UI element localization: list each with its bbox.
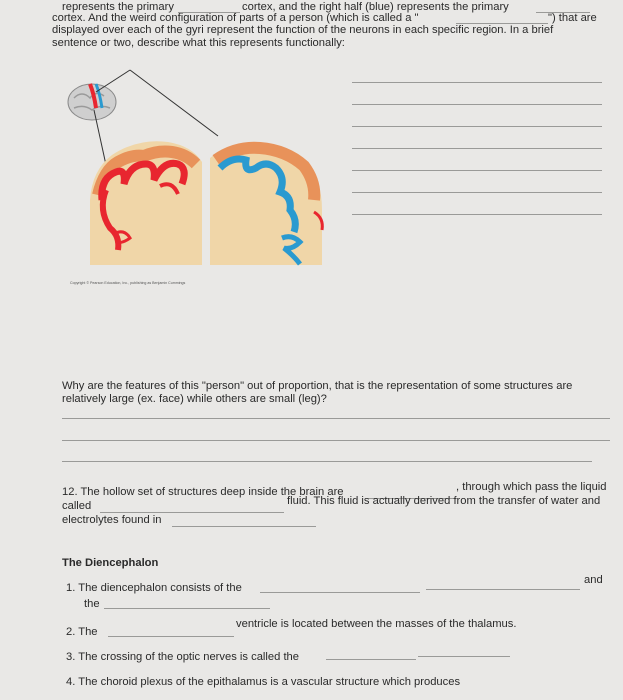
dienc-q3: 3. The crossing of the optic nerves is called the: [66, 651, 299, 663]
homunculus-figure: [60, 60, 340, 300]
q12-line2-a: called: [62, 500, 92, 512]
dienc-q2-a: 2. The: [66, 626, 98, 638]
motor-cortex-section: [90, 141, 202, 265]
proportion-question-line1: Why are the features of this "person" out of proportion, that is the representation of some structures are: [62, 380, 573, 392]
answer-line: [352, 214, 602, 215]
intro-line1-b: cortex, and the right half (blue) represents the primary: [242, 1, 509, 13]
intro-line2-b: ") that are: [548, 12, 597, 24]
blank-line: [326, 659, 416, 660]
dienc-q4: 4. The choroid plexus of the epithalamus is a vascular structure which produces: [66, 676, 461, 688]
answer-line: [62, 418, 610, 419]
answer-line: [352, 170, 602, 171]
answer-line: [352, 126, 602, 127]
answer-line: [62, 440, 610, 441]
pointer-line: [130, 70, 218, 136]
blank-line: [260, 592, 420, 593]
answer-line: [352, 192, 602, 193]
dienc-q1-a: 1. The diencephalon consists of the: [66, 582, 242, 594]
dienc-q1-and: and: [584, 574, 603, 586]
blank-line: [100, 512, 284, 513]
figure-copyright: Copyright © Pearson Education, Inc., publishing as Benjamin Cummings: [70, 281, 186, 285]
section-heading: The Diencephalon: [62, 557, 159, 569]
blank-line: [108, 636, 234, 637]
answer-line: [62, 461, 592, 462]
dienc-q2-b: ventricle is located between the masses of the thalamus.: [236, 618, 517, 630]
intro-line2-a: cortex. And the weird configuration of parts of a person (which is called a ": [52, 12, 419, 24]
sensory-cortex-section: [210, 142, 322, 265]
blank-line: [172, 526, 316, 527]
intro-line3: displayed over each of the gyri represent the function of the neurons in each specific region. In a brief: [52, 24, 554, 36]
q12-line3: electrolytes found in: [62, 514, 162, 526]
answer-line: [352, 148, 602, 149]
dienc-q1-the: the: [84, 598, 100, 610]
q12-line1-a: 12. The hollow set of structures deep inside the brain are: [62, 486, 344, 498]
proportion-question-line2: relatively large (ex. face) while others are small (leg)?: [62, 393, 327, 405]
blank-line: [426, 589, 580, 590]
answer-line: [352, 82, 602, 83]
q12-line2-b: fluid. This fluid is actually derived from the transfer of water and: [287, 495, 601, 507]
q12-line1-b: , through which pass the liquid: [456, 481, 607, 493]
pointer-line: [96, 70, 130, 92]
blank-line: [104, 608, 270, 609]
blank-line: [418, 656, 510, 657]
answer-line: [352, 104, 602, 105]
intro-line1-a: represents the primary: [62, 1, 174, 13]
intro-line4: sentence or two, describe what this represents functionally:: [52, 37, 345, 49]
